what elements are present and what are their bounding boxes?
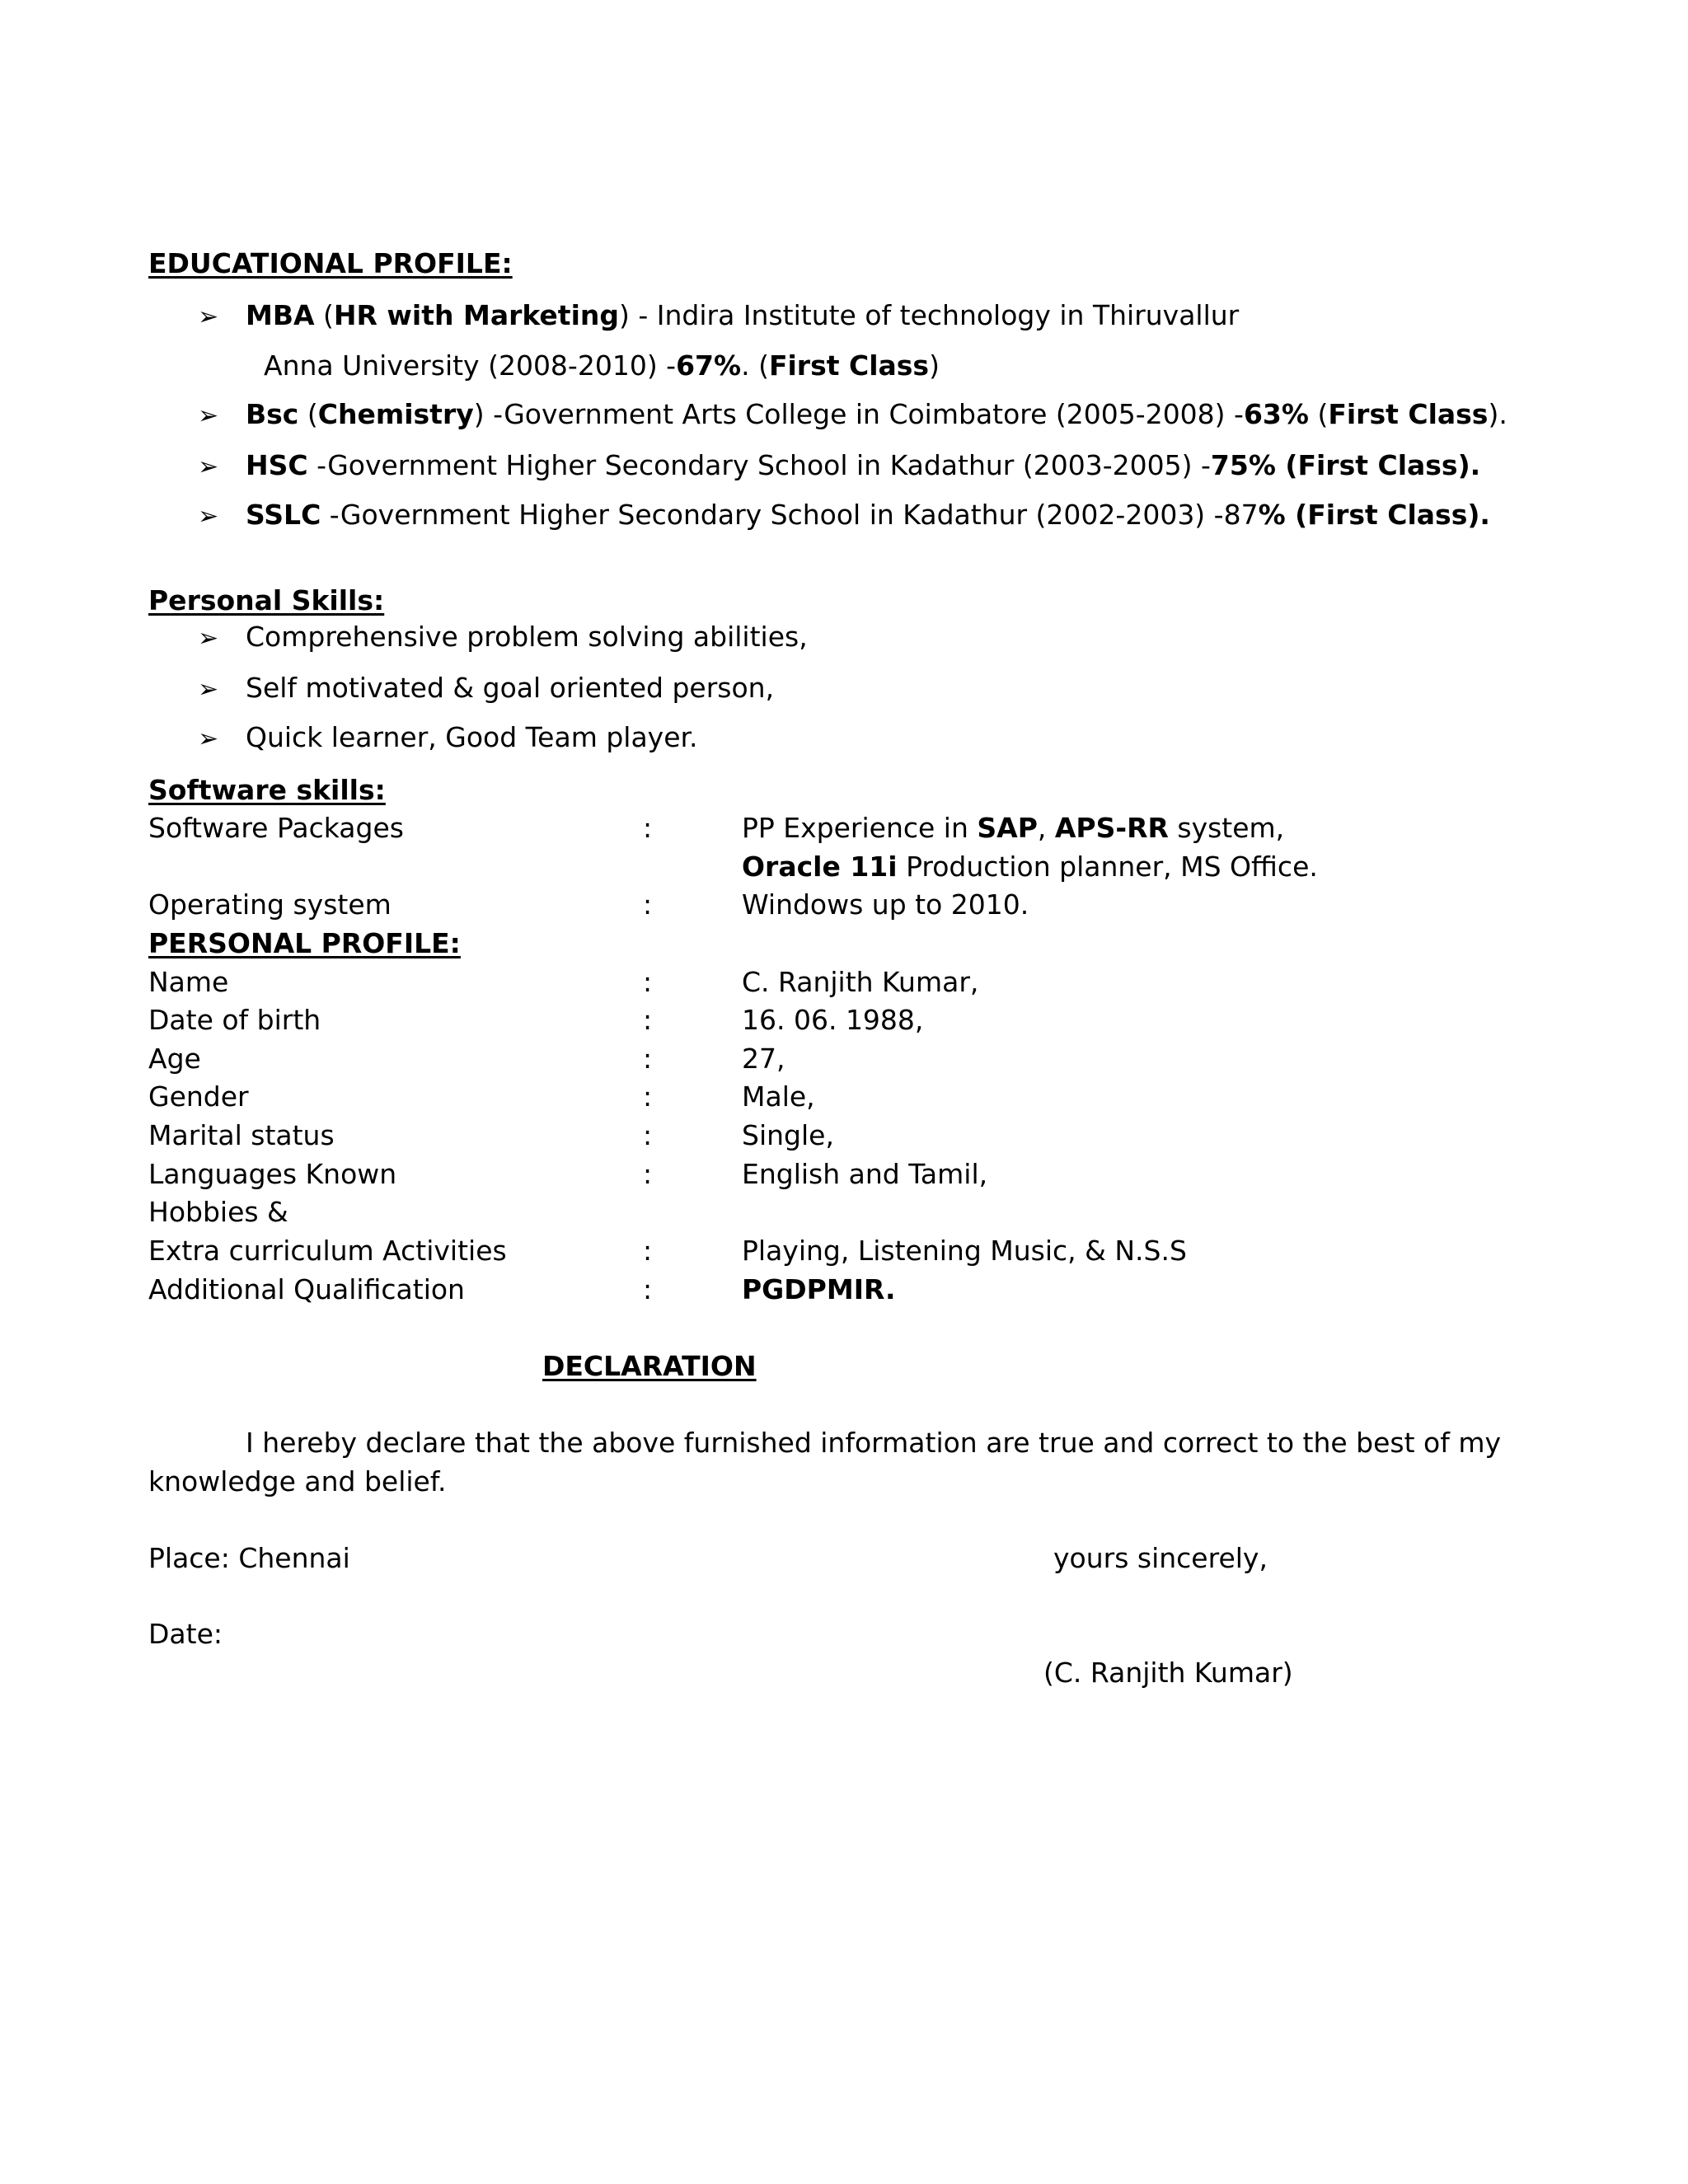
profile-row: [148, 1080, 1550, 1116]
profile-row: [148, 1045, 1550, 1078]
colon: :: [643, 966, 653, 998]
profile-value: 27,: [742, 1043, 785, 1075]
edu-mba-institute: ) - Indira Institute of technology in Thiruvallur: [619, 299, 1240, 331]
colon: :: [643, 1119, 653, 1151]
profile-value: Single,: [742, 1119, 834, 1151]
software-packages-label: Software Packages: [148, 812, 404, 844]
edu-bsc-institute: ) -Government Arts College in Coimbatore (2005-2008) -: [473, 398, 1244, 430]
profile-row: [148, 1160, 1550, 1193]
text: (: [298, 398, 318, 430]
date: Date:: [148, 1618, 223, 1650]
text: ,: [1037, 812, 1055, 844]
additional-qualification-label: Additional Qualification: [148, 1273, 465, 1305]
bullet-icon: ➢: [198, 502, 219, 531]
profile-label: Name: [148, 966, 229, 998]
bullet-icon: ➢: [198, 302, 219, 331]
software-packages-row: [148, 814, 1550, 847]
hobbies-value: Playing, Listening Music, & N.S.S: [742, 1235, 1187, 1267]
place: Place: Chennai: [148, 1542, 350, 1574]
additional-qualification-row: [148, 1273, 1550, 1309]
edu-sslc-result: % (First Class).: [1258, 499, 1490, 531]
additional-qualification-value: PGDPMIR.: [742, 1273, 896, 1305]
edu-mba-percent: 67%: [676, 349, 742, 382]
colon: :: [643, 1158, 653, 1190]
edu-bsc-degree: Bsc: [246, 398, 299, 430]
operating-system-row: [148, 888, 1550, 924]
edu-bsc-percent: 63%: [1243, 398, 1309, 430]
colon: :: [643, 1080, 653, 1113]
software-packages-value-2: [742, 851, 1318, 883]
colon: :: [643, 888, 653, 921]
hobbies-label-row: [148, 1198, 1550, 1231]
skill-item: Quick learner, Good Team player.: [246, 721, 698, 753]
software-packages-row-2: [148, 853, 1550, 886]
extra-curriculum-label: Extra curriculum Activities: [148, 1235, 507, 1267]
edu-mba-line: [246, 299, 1240, 331]
profile-label: Languages Known: [148, 1158, 397, 1190]
declaration-heading: DECLARATION: [542, 1350, 757, 1382]
bullet-icon: ➢: [198, 675, 219, 704]
profile-label: Age: [148, 1043, 201, 1075]
skill-item: Comprehensive problem solving abilities,: [246, 621, 808, 653]
text: (: [314, 299, 334, 331]
declaration-text-line-2: knowledge and belief.: [148, 1465, 447, 1497]
edu-mba-degree: MBA: [246, 299, 315, 331]
profile-value: Male,: [742, 1080, 815, 1113]
declaration-text-line-1: I hereby declare that the above furnished information are true and correct to the best of my: [246, 1427, 1501, 1459]
hobbies-row: [148, 1237, 1550, 1270]
text: system,: [1168, 812, 1285, 844]
sap-text: SAP: [977, 812, 1038, 844]
educational-profile-heading: EDUCATIONAL PROFILE:: [148, 247, 513, 279]
personal-skills-heading: Personal Skills:: [148, 584, 385, 616]
edu-hsc-degree: HSC: [246, 449, 308, 481]
colon: :: [643, 1235, 653, 1267]
edu-bsc-class: First Class: [1328, 398, 1489, 430]
profile-value: C. Ranjith Kumar,: [742, 966, 979, 998]
operating-system-value: Windows up to 2010.: [742, 888, 1029, 921]
profile-label: Marital status: [148, 1119, 335, 1151]
aps-rr-text: APS-RR: [1054, 812, 1169, 844]
bullet-icon: ➢: [198, 724, 219, 753]
skill-item: Self motivated & goal oriented person,: [246, 672, 775, 704]
edu-bsc-spec: Chemistry: [317, 398, 474, 430]
bullet-icon: ➢: [198, 401, 219, 430]
oracle-text: Oracle 11i: [742, 851, 898, 883]
colon: :: [643, 1004, 653, 1036]
software-packages-value: [742, 812, 1285, 844]
hobbies-label: Hobbies &: [148, 1196, 288, 1228]
profile-row: [148, 1119, 1550, 1155]
profile-row: [148, 1006, 1550, 1039]
edu-hsc-line: [246, 449, 1481, 481]
text: PP Experience in: [742, 812, 978, 844]
profile-label: Gender: [148, 1080, 249, 1113]
colon: :: [643, 1273, 653, 1305]
edu-mba-university-line: [264, 349, 940, 382]
edu-mba-university: Anna University (2008-2010) -: [264, 349, 677, 382]
colon: :: [643, 1043, 653, 1075]
text: Production planner, MS Office.: [897, 851, 1318, 883]
text: ).: [1488, 398, 1507, 430]
profile-value: English and Tamil,: [742, 1158, 988, 1190]
closing: yours sincerely,: [1053, 1542, 1268, 1574]
edu-bsc-line: [246, 398, 1507, 430]
profile-row: [148, 968, 1550, 1001]
bullet-icon: ➢: [198, 452, 219, 481]
text: ): [929, 349, 940, 382]
operating-system-label: Operating system: [148, 888, 392, 921]
edu-hsc-result: 75% (First Class).: [1210, 449, 1481, 481]
text: (: [1308, 398, 1329, 430]
edu-sslc-institute: -Government Higher Secondary School in Kadathur (2002-2003) -87: [321, 499, 1259, 531]
profile-value: 16. 06. 1988,: [742, 1004, 924, 1036]
signature-name: (C. Ranjith Kumar): [1043, 1657, 1293, 1689]
software-skills-heading: Software skills:: [148, 774, 386, 806]
edu-sslc-line: [246, 499, 1490, 531]
profile-label: Date of birth: [148, 1004, 321, 1036]
edu-hsc-institute: -Government Higher Secondary School in Kadathur (2003-2005) -: [307, 449, 1211, 481]
colon: :: [643, 812, 653, 844]
personal-profile-heading: PERSONAL PROFILE:: [148, 927, 461, 959]
text: . (: [741, 349, 769, 382]
edu-mba-spec: HR with Marketing: [333, 299, 620, 331]
bullet-icon: ➢: [198, 624, 219, 653]
edu-mba-class: First Class: [768, 349, 930, 382]
edu-sslc-degree: SSLC: [246, 499, 321, 531]
